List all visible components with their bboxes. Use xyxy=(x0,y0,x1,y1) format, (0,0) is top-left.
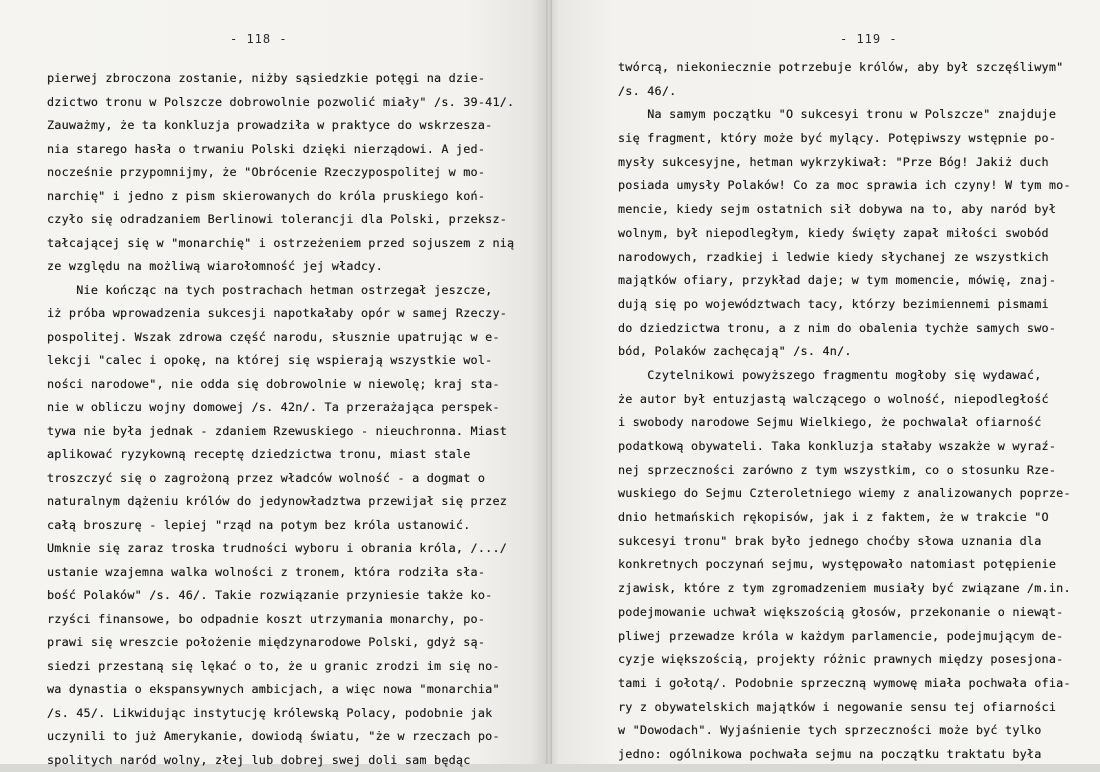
text-line: pospolitej. Wszak zdrowa część narodu, słusznie upatrując w e- xyxy=(47,326,517,350)
text-line: /s. 46/. xyxy=(618,80,1068,104)
text-line: że autor był entuzjastą walczącego o wolność, niepodległość xyxy=(618,388,1068,412)
text-line: dzictwo tronu w Polszcze dobrowolnie pozwolić miały" /s. 39-41/. xyxy=(47,91,517,115)
page-number-118: - 118 - xyxy=(230,32,288,46)
left-page-text xyxy=(47,67,517,772)
text-line: zjawisk, które z tym zgromadzeniem musiały być związane /m.in. xyxy=(618,577,1068,601)
text-line: nocześnie przypomnijmy, że "Obrócenie Rzeczypospolitej w mo- xyxy=(47,161,517,185)
left-page xyxy=(0,0,548,764)
text-line: tałcającej się w "monarchię" i ostrzeżeniem przed sojuszem z nią xyxy=(47,232,517,256)
page-number-119: - 119 - xyxy=(840,32,898,46)
text-line: posiada umysły Polaków! Co za moc sprawia ich czyny! W tym mo- xyxy=(618,174,1068,198)
text-line: ze względu na możliwą wiarołomność jej władcy. xyxy=(47,255,517,279)
text-line: spolitych naród wolny, złej lub dobrej swej doli sam będąc xyxy=(47,749,517,772)
right-page-text xyxy=(618,56,1068,767)
text-line: narodowych, rzadkiej i ledwie kiedy słychanej ze wszystkich xyxy=(618,246,1068,270)
text-line: się fragment, który może być mylący. Potępiwszy wstępnie po- xyxy=(618,127,1068,151)
text-line: bość Polaków" /s. 46/. Takie rozwiązanie przyniesie także ko- xyxy=(47,584,517,608)
text-line: tami i gołotą/. Podobnie sprzeczną wymowę miała pochwała ofia- xyxy=(618,672,1068,696)
text-line: Umknie się zaraz troska trudności wyboru i obrania króla, /.../ xyxy=(47,537,517,561)
text-line: ustanie wzajemna walka wolności z tronem, która rodziła sła- xyxy=(47,561,517,585)
text-line: mencie, kiedy sejm ostatnich sił dobywa na to, aby naród był xyxy=(618,198,1068,222)
text-line: czyło się odradzaniem Berlinowi tolerancji dla Polski, przeksz- xyxy=(47,208,517,232)
text-line: cyzje większością, projekty różnic prawnych między posesjona- xyxy=(618,648,1068,672)
text-line: jedno: ogólnikowa pochwała sejmu na początku traktatu była xyxy=(618,743,1068,767)
text-line: podejmowanie uchwał większością głosów, przekonanie o niewąt- xyxy=(618,601,1068,625)
text-line: ności narodowe", nie odda się dobrowolnie w niewolę; kraj sta- xyxy=(47,373,517,397)
text-line: w "Dowodach". Wyjaśnienie tych sprzeczności może być tylko xyxy=(618,719,1068,743)
text-line: Nie kończąc na tych postrachach hetman ostrzegał jeszcze, xyxy=(47,279,517,303)
text-line: pierwej zbroczona zostanie, niżby sąsiedzkie potęgi na dzie- xyxy=(47,67,517,91)
text-line: nia starego hasła o trwaniu Polski dzięki nierządowi. A jed- xyxy=(47,138,517,162)
text-line: dnio hetmańskich rękopisów, jak i z faktem, że w trakcie "O xyxy=(618,506,1068,530)
book-gutter xyxy=(546,0,552,764)
text-line: troszczyć się o zagrożoną przez władców wolność - a dogmat o xyxy=(47,467,517,491)
text-line: wuskiego do Sejmu Czteroletniego wiemy z analizowanych poprze- xyxy=(618,482,1068,506)
text-line: /s. 45/. Likwidując instytucję królewską Polacy, podobnie jak xyxy=(47,702,517,726)
text-line: pliwej przewadze króla w każdym parlamencie, podejmującym de- xyxy=(618,625,1068,649)
right-page xyxy=(548,0,1100,764)
text-line: i swobody narodowe Sejmu Wielkiego, że pochwalał ofiarność xyxy=(618,411,1068,435)
text-line: naturalnym dążeniu królów do jedynowładztwa przewijał się przez xyxy=(47,490,517,514)
text-line: dują się po województwach tacy, którzy bezimiennemi pismami xyxy=(618,293,1068,317)
text-line: mysły sukcesyjne, hetman wykrzykiwał: "Prze Bóg! Jakiż duch xyxy=(618,151,1068,175)
text-line: tywa nie była jednak - zdaniem Rzewuskiego - nieuchronna. Miast xyxy=(47,420,517,444)
text-line: Czytelnikowi powyższego fragmentu mogłoby się wydawać, xyxy=(618,364,1068,388)
text-line: konkretnych poczynań sejmu, występowało natomiast potępienie xyxy=(618,553,1068,577)
text-line: narchię" i jedno z pism skierowanych do króla pruskiego koń- xyxy=(47,185,517,209)
text-line: aplikować ryzykowną receptę dziedzictwa tronu, miast stale xyxy=(47,443,517,467)
text-line: prawi się wreszcie położenie międzynarodowe Polski, gdyż są- xyxy=(47,631,517,655)
text-line: twórcą, niekoniecznie potrzebuje królów, aby był szczęśliwym" xyxy=(618,56,1068,80)
text-line: nej sprzeczności zarówno z tym wszystkim, co o stosunku Rze- xyxy=(618,459,1068,483)
text-line: wolnym, był niepodległym, kiedy święty zapał miłości swobód xyxy=(618,222,1068,246)
text-line: sukcesyi tronu" brak było jednego choćby słowa uznania dla xyxy=(618,530,1068,554)
text-line: uczynili to już Amerykanie, dowiodą światu, "że w rzeczach po- xyxy=(47,725,517,749)
text-line: podatkową obywateli. Taka konkluzja stałaby wszakże w wyraź- xyxy=(618,435,1068,459)
text-line: lekcji "calec i opokę, na której się wspierają wszystkie wol- xyxy=(47,349,517,373)
text-line: iż próba wprowadzenia sukcesji napotkałaby opór w samej Rzeczy- xyxy=(47,302,517,326)
text-line: całą broszurę - lepiej "rząd na potym bez króla ustanowić. xyxy=(47,514,517,538)
text-line: ry z obywatelskich majątków i negowanie sensu tej ofiarności xyxy=(618,696,1068,720)
text-line: nie w obliczu wojny domowej /s. 42n/. Ta przerażająca perspek- xyxy=(47,396,517,420)
text-line: Zauważmy, że ta konkluzja prowadziła w praktyce do wskrzesza- xyxy=(47,114,517,138)
text-line: do dziedzictwa tronu, a z nim do obalenia tychże samych swo- xyxy=(618,317,1068,341)
text-line: bód, Polaków zachęcają" /s. 4n/. xyxy=(618,340,1068,364)
text-line: wa dynastia o ekspansywnych ambicjach, a więc nowa "monarchia" xyxy=(47,678,517,702)
text-line: majątków ofiary, przykład daje; w tym momencie, mówię, znaj- xyxy=(618,269,1068,293)
text-line: Na samym początku "O sukcesyi tronu w Polszcze" znajduje xyxy=(618,103,1068,127)
text-line: siedzi przestaną się lękać o to, że u granic zrodzi im się no- xyxy=(47,655,517,679)
text-line: rzyści finansowe, bo odpadnie koszt utrzymania monarchy, po- xyxy=(47,608,517,632)
